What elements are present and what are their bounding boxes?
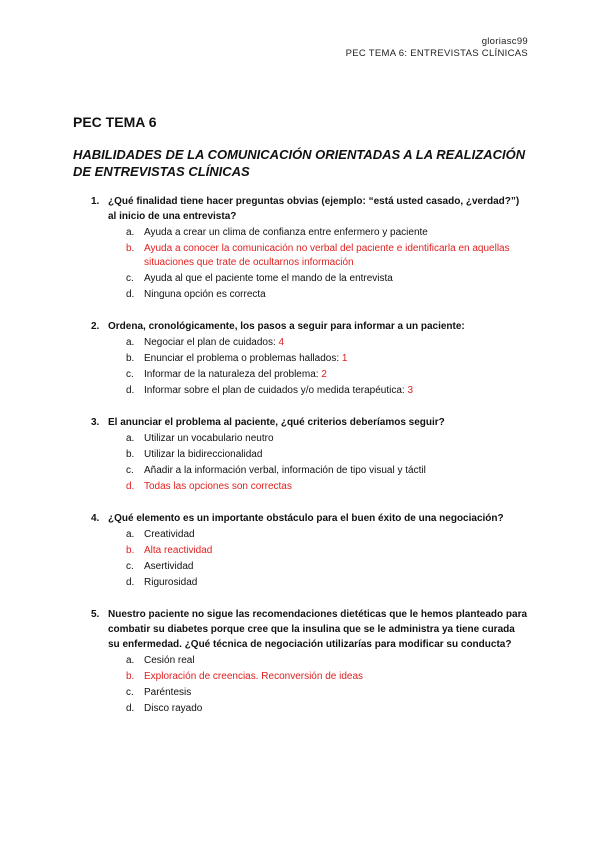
option-letter: c.: [126, 561, 134, 572]
option-letter: c.: [126, 273, 134, 284]
option-text-with-order: [144, 336, 529, 350]
document-body: [73, 114, 529, 733]
option-text: Asertividad: [144, 561, 194, 572]
option-text-with-order: [144, 352, 529, 366]
option-letter: b.: [126, 449, 135, 460]
header-subject: PEC TEMA 6: ENTREVISTAS CLÍNICAS: [345, 48, 528, 59]
question-text: Ordena, cronológicamente, los pasos a seguir para informar a un paciente:: [108, 321, 465, 332]
option-text: Ninguna opción es correcta: [144, 289, 266, 300]
option-text: Ayuda a conocer la comunicación no verbal del paciente e identificarla en aquellas situaciones que trate de ocultarnos información: [144, 243, 510, 268]
option-text: Rigurosidad: [144, 577, 198, 588]
order-number: 1: [341, 353, 348, 364]
option-letter: a.: [126, 227, 135, 238]
question-text: ¿Qué elemento es un importante obstáculo para el buen éxito de una negociación?: [108, 513, 504, 524]
question-number: 3.: [91, 417, 100, 428]
order-number: 3: [407, 385, 414, 396]
option-c: [73, 686, 529, 700]
option-a: [73, 528, 529, 542]
option-a: [73, 654, 529, 668]
option-letter: c.: [126, 687, 134, 698]
option-list: [73, 654, 529, 716]
document-title: PEC TEMA 6: [73, 114, 157, 130]
question-1: [73, 194, 529, 302]
option-text: Ayuda a crear un clima de confianza entre enfermero y paciente: [144, 227, 428, 238]
option-letter: b.: [126, 353, 135, 364]
question-text: Nuestro paciente no sigue las recomendaciones dietéticas que le hemos planteado para combatir su diabetes porque cree que la insulina que se le administra ya tiene curada su enfermedad. ¿Qué técnica de negociación utilizarías para modificar su conducta?: [108, 609, 528, 650]
option-letter: b.: [126, 545, 135, 556]
option-letter: d.: [126, 577, 135, 588]
option-letter: a.: [126, 529, 135, 540]
option-letter: b.: [126, 243, 135, 254]
option-letter: d.: [126, 703, 135, 714]
option-text: Todas las opciones son correctas: [144, 481, 292, 492]
question-5: [73, 607, 529, 716]
option-letter: d.: [126, 289, 135, 300]
option-list: [73, 226, 529, 302]
question-4: [73, 511, 529, 590]
option-text: Ayuda al que el paciente tome el mando de la entrevista: [144, 273, 393, 284]
option-letter: a.: [126, 337, 135, 348]
option-c: [73, 368, 529, 382]
option-letter: a.: [126, 433, 135, 444]
option-b: [73, 448, 529, 462]
option-b: [73, 352, 529, 366]
option-letter: a.: [126, 655, 135, 666]
option-text-with-order: [144, 384, 529, 398]
option-text: Informar de la naturaleza del problema:: [144, 369, 319, 380]
option-list: [73, 432, 529, 494]
question-text: El anunciar el problema al paciente, ¿qué criterios deberíamos seguir?: [108, 417, 445, 428]
option-c: [73, 272, 529, 286]
order-number: 4: [278, 337, 285, 348]
option-text: Utilizar la bidireccionalidad: [144, 449, 263, 460]
option-a: [73, 432, 529, 446]
option-text: Alta reactividad: [144, 545, 213, 556]
option-b-correct: [73, 670, 529, 684]
option-d-correct: [73, 480, 529, 494]
option-text: Informar sobre el plan de cuidados y/o medida terapéutica:: [144, 385, 405, 396]
option-d: [73, 288, 529, 302]
question-text: ¿Qué finalidad tiene hacer preguntas obvias (ejemplo: “está usted casado, ¿verdad?”) al inicio de una entrevista?: [108, 196, 520, 222]
option-text: Añadir a la información verbal, información de tipo visual y táctil: [144, 465, 426, 476]
question-number: 1.: [91, 196, 100, 207]
document-subtitle: HABILIDADES DE LA COMUNICACIÓN ORIENTADAS A LA REALIZACIÓN DE ENTREVISTAS CLÍNICAS: [73, 147, 526, 179]
question-number: 4.: [91, 513, 100, 524]
option-a: [73, 336, 529, 350]
option-text: Disco rayado: [144, 703, 203, 714]
option-text: Cesión real: [144, 655, 195, 666]
option-a: [73, 226, 529, 240]
header-user: gloriasc99: [481, 36, 528, 47]
option-b-correct: [73, 544, 529, 558]
option-list: [73, 528, 529, 590]
option-d: [73, 384, 529, 398]
question-number: 5.: [91, 609, 100, 620]
option-letter: c.: [126, 465, 134, 476]
option-text: Enunciar el problema o problemas hallados:: [144, 353, 340, 364]
option-letter: b.: [126, 671, 135, 682]
page-header: [346, 36, 528, 60]
option-d: [73, 702, 529, 716]
option-c: [73, 464, 529, 478]
option-text: Negociar el plan de cuidados:: [144, 337, 276, 348]
option-list: [73, 336, 529, 398]
option-text-with-order: [144, 368, 529, 382]
question-number: 2.: [91, 321, 100, 332]
order-number: 2: [321, 369, 327, 380]
question-2: [73, 319, 529, 398]
option-letter: d.: [126, 385, 135, 396]
option-text: Exploración de creencias. Reconversión de ideas: [144, 671, 364, 682]
question-3: [73, 415, 529, 494]
option-text: Creatividad: [144, 529, 195, 540]
option-letter: d.: [126, 481, 135, 492]
option-letter: c.: [126, 369, 134, 380]
option-d: [73, 576, 529, 590]
option-text: Paréntesis: [144, 687, 192, 698]
option-b-correct: [73, 242, 529, 270]
option-text: Utilizar un vocabulario neutro: [144, 433, 274, 444]
option-c: [73, 560, 529, 574]
